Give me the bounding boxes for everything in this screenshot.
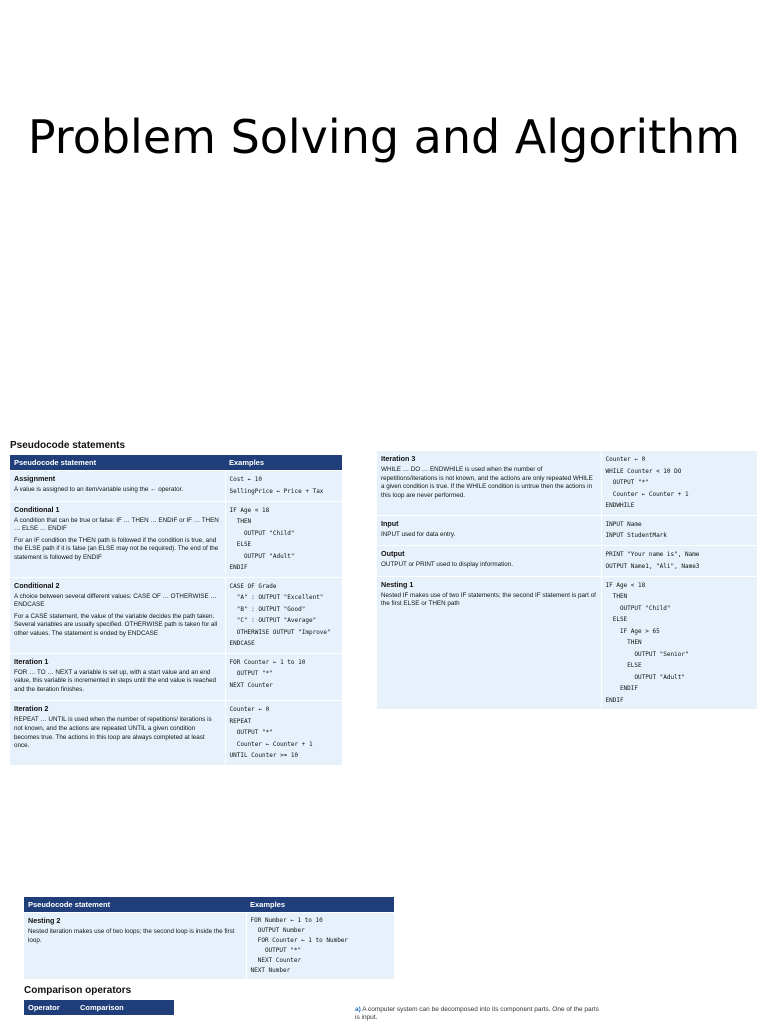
row-description: For an IF condition the THEN path is followed if the condition is true, and the ELSE path if it is false (an ELSE may not be required). The end of the statement is followed by ENDIF xyxy=(14,536,219,561)
table-row xyxy=(10,577,342,653)
row-description: Nested IF makes use of two IF statements; the second IF statement is part of the first ELSE or THEN path xyxy=(381,591,596,608)
code-example: Counter ← 0 WHILE Counter < 10 DO OUTPUT "*" Counter ← Counter + 1 ENDWHILE xyxy=(605,456,689,509)
code-example: CASE OF Grade "A" : OUTPUT "Excellent" "B" : OUTPUT "Good" "C" : OUTPUT "Average" OTHERWISE OUTPUT "Improve" ENDCASE xyxy=(229,582,331,648)
table-row xyxy=(377,515,757,546)
code-example: FOR Counter ← 1 to 10 OUTPUT "*" NEXT Counter xyxy=(229,658,306,689)
table-header-row xyxy=(24,897,394,913)
row-description: INPUT used for data entry. xyxy=(381,530,456,538)
code-example: INPUT Name INPUT StudentMark xyxy=(605,520,667,539)
column-header: Pseudocode statement xyxy=(10,455,225,471)
table-row xyxy=(377,546,757,577)
table-row xyxy=(10,471,342,502)
column-header: Pseudocode statement xyxy=(24,897,246,913)
table-header-row xyxy=(10,455,342,471)
table-row xyxy=(24,913,394,980)
slide-title: Problem Solving and Algorithm xyxy=(27,110,741,164)
row-title: Assignment xyxy=(14,474,56,483)
row-title: Input xyxy=(381,518,399,528)
code-example: Counter ← 0 REPEAT OUTPUT "*" Counter ← Counter + 1 UNTIL Counter >= 10 xyxy=(229,706,313,760)
row-description: FOR … TO … NEXT a variable is set up, with a start value and an end value, this variable is incremented in steps until the end value is reached and the iteration finishes. xyxy=(14,668,216,693)
pseudocode-panel-2 xyxy=(377,450,757,709)
pseudocode-table-2 xyxy=(377,450,757,709)
row-description: Nested iteration makes use of two loops; the second loop is inside the first loop. xyxy=(28,928,235,944)
row-title: Iteration 3 xyxy=(381,454,416,463)
table-row xyxy=(10,701,342,765)
pseudocode-table-1 xyxy=(10,455,342,765)
code-example: PRINT "Your name is", Name OUTPUT Name1, "Ali", Name3 xyxy=(605,551,700,570)
question-label: a) xyxy=(355,1006,361,1013)
row-title: Output xyxy=(381,549,405,559)
question-text: A computer system can be decomposed into its component parts. One of the parts is input. xyxy=(355,1006,599,1021)
column-header: Examples xyxy=(246,897,394,913)
code-example: IF Age < 18 THEN OUTPUT "Child" ELSE OUTPUT "Adult" ENDIF xyxy=(229,506,295,572)
table-row xyxy=(377,576,757,709)
row-title: Iteration 1 xyxy=(14,656,49,666)
code-example: Cost ← 10 SellingPrice ← Price + Tax xyxy=(229,476,324,495)
column-header: Comparison xyxy=(76,1000,174,1015)
row-description: REPEAT … UNTIL is used when the number of repetitions/ iterations is not known, and the actions are repeated UNTIL a given condition becomes true. The actions in this loop are always completed at least once. xyxy=(14,716,212,750)
row-description: A value is assigned to an item/variable using the ← operator. xyxy=(14,486,184,493)
column-header: Operator xyxy=(24,1000,76,1015)
pseudocode-panel-3 xyxy=(24,897,394,1015)
row-title: Nesting 1 xyxy=(381,579,414,589)
row-description: For a CASE statement, the value of the variable decides the path taken. Several variables are usually specified. OTHERWISE path is taken for all other values. The statement is ended by ENDCASE xyxy=(14,612,218,637)
comparison-title: Comparison operators xyxy=(24,985,132,996)
table-row xyxy=(377,451,757,516)
row-description: A choice between several different values: CASE OF … OTHERWISE … ENDCASE xyxy=(14,592,217,609)
row-title: Iteration 2 xyxy=(14,704,49,714)
row-description: WHILE … DO … ENDWHILE is used when the number of repetitions/iterations is not known, and the actions are only repeated WHILE a given condition is true. If the WHILE condition is untrue then the actions in this loop are never performed. xyxy=(381,466,593,499)
panel-title: Pseudocode statements xyxy=(10,440,126,451)
row-description: A condition that can be true or false: IF … THEN … ENDIF or IF … THEN … ELSE … ENDIF xyxy=(14,516,219,533)
row-title: Conditional 2 xyxy=(14,580,60,590)
column-header: Examples xyxy=(225,455,342,471)
code-example: FOR Number ← 1 to 10 OUTPUT Number FOR Counter ← 1 to Number OUTPUT "*" NEXT Counter NEXT Number xyxy=(250,917,349,974)
comparison-table xyxy=(24,1000,174,1015)
pseudocode-table-3 xyxy=(24,897,394,979)
row-title: Nesting 2 xyxy=(28,916,61,925)
table-row xyxy=(10,653,342,701)
table-row xyxy=(10,501,342,577)
pseudocode-panel-1 xyxy=(10,440,342,765)
table-header-row xyxy=(24,1000,174,1015)
row-description: OUTPUT or PRINT used to display information. xyxy=(381,561,514,569)
code-example: IF Age < 18 THEN OUTPUT "Child" ELSE IF Age > 65 THEN OUTPUT "Senior" ELSE OUTPUT "Adult" ENDIF ENDIF xyxy=(605,581,689,704)
question-snippet xyxy=(355,1006,605,1022)
row-title: Conditional 1 xyxy=(14,504,60,514)
